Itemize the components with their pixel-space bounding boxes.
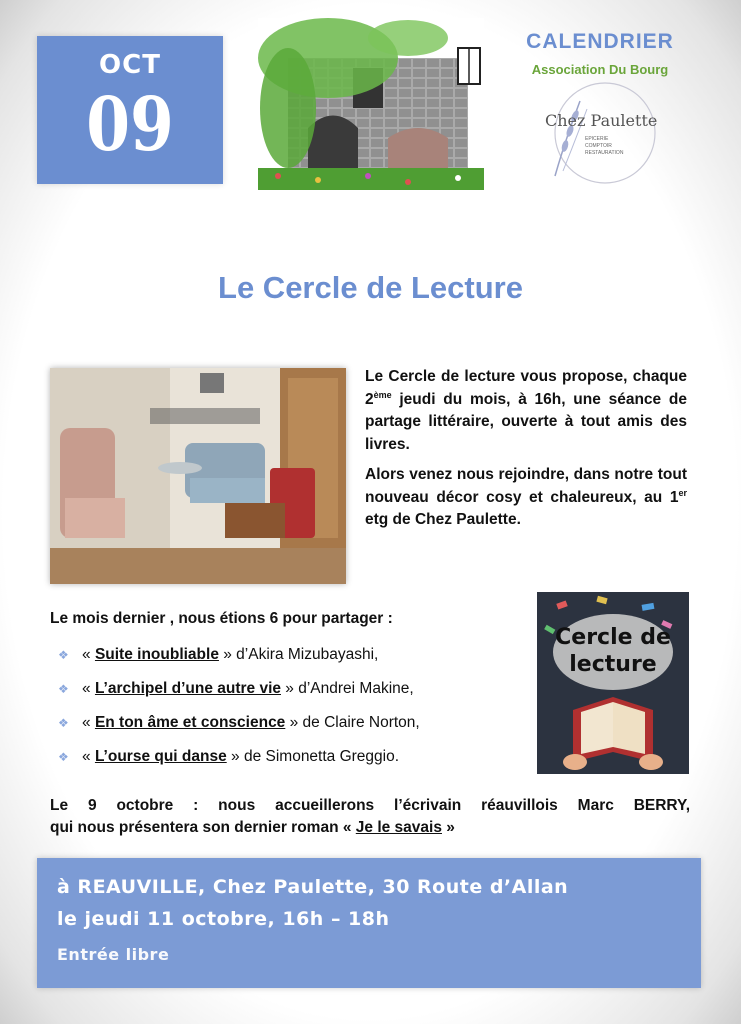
list-item: ❖ « Suite inoubliable » d’Akira Mizubayashi, [58, 644, 528, 678]
cercle-image-line-2: lecture [569, 652, 657, 677]
header-right [505, 30, 695, 191]
list-item: ❖ « L’archipel d’une autre vie » d’Andrei Makine, [58, 678, 528, 712]
building-illustration [258, 18, 484, 190]
list-item: ❖ « En ton âme et conscience » de Claire Norton, [58, 712, 528, 746]
cercle-image-line-1: Cercle de [555, 625, 671, 650]
page-title: Le Cercle de Lecture [218, 270, 523, 305]
bullet-icon: ❖ [58, 648, 69, 662]
intro-text [365, 366, 687, 532]
next-event-line-2: qui nous présentera son dernier roman « Je le savais » [50, 819, 455, 836]
intro-paragraph-2: Alors venez nous rejoindre, dans notre tout nouveau décor cosy et chaleureux, au 1er etg de Chez Paulette. [365, 466, 687, 528]
info-box [37, 858, 701, 988]
logo-sub-2: COMPTOIR [585, 143, 612, 149]
logo-sub-1: EPICERIE [585, 136, 609, 142]
next-event [50, 795, 690, 839]
reading-room-photo [50, 368, 346, 584]
event-location: à REAUVILLE, Chez Paulette, 30 Route d’Allan [57, 876, 569, 898]
calendar-title: CALENDRIER [526, 30, 674, 53]
book-title: L’archipel d’une autre vie [94, 680, 281, 697]
book-title: L’ourse qui danse [94, 748, 227, 765]
logo-sub-3: RESTAURATION [585, 150, 624, 156]
author-name: Marc BERRY [577, 797, 686, 814]
logo-subtitle [585, 136, 623, 157]
event-time: le jeudi 11 octobre, 16h – 18h [57, 908, 390, 930]
entry-note: Entrée libre [57, 945, 170, 964]
date-day: 09 [86, 82, 174, 168]
bullet-icon: ❖ [58, 716, 69, 730]
list-item: ❖ « L’ourse qui danse » de Simonetta Greggio. [58, 746, 528, 780]
bullet-icon: ❖ [58, 682, 69, 696]
logo-name: Chez Paulette [545, 111, 658, 130]
date-box [37, 36, 223, 184]
last-month-heading: Le mois dernier , nous étions 6 pour partager : [50, 610, 393, 627]
chez-paulette-logo [525, 81, 675, 191]
book-list [58, 644, 528, 780]
next-event-line-1: Le 9 octobre : nous accueillerons l’écrivain réauvillois Marc BERRY, [50, 797, 690, 814]
book-title: En ton âme et conscience [94, 714, 286, 731]
association-name: Association Du Bourg [531, 62, 669, 77]
bullet-icon: ❖ [58, 750, 69, 764]
cercle-de-lecture-illustration [537, 592, 689, 774]
date-month: OCT [99, 50, 161, 80]
book-title: Suite inoubliable [94, 646, 219, 663]
novel-title: Je le savais [355, 819, 442, 836]
intro-paragraph-1: Le Cercle de lecture vous propose, chaque 2ème jeudi du mois, à 16h, une séance de partage littéraire, ouverte à tout amis des livres. [365, 368, 687, 453]
